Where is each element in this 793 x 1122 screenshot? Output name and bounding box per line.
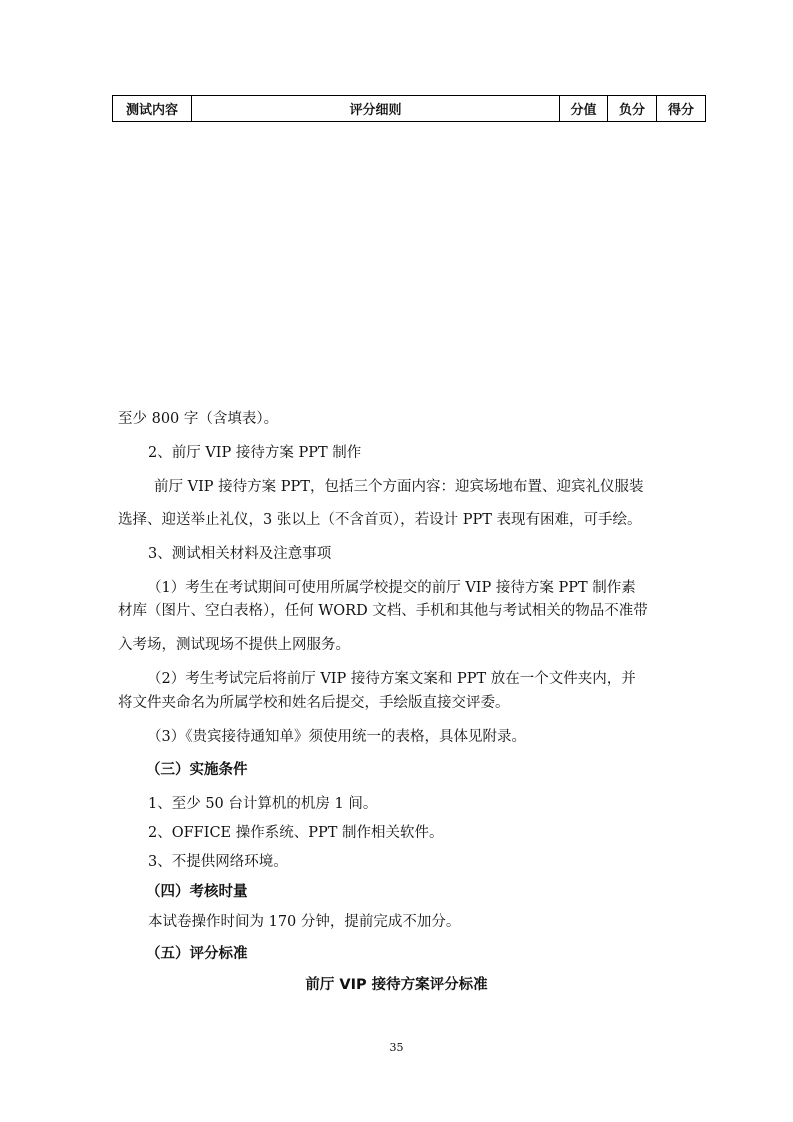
text-line: 3、测试相关材料及注意事项 <box>148 546 332 562</box>
text-line: 入考场，测试现场不提供上网服务。 <box>118 637 350 653</box>
header-score: 得分 <box>657 96 706 122</box>
text-line: 3、不提供网络环境。 <box>148 854 288 870</box>
text-line: （1）考生在考试期间可使用所属学校提交的前厅 VIP 接待方案 PPT 制作素 <box>147 580 636 596</box>
text-line: 前厅 VIP 接待方案 PPT，包括三个方面内容：迎宾场地布置、迎宾礼仪服装 <box>154 479 644 495</box>
table-header-row <box>113 96 706 122</box>
header-deduction: 负分 <box>608 96 657 122</box>
text-line: 选择、迎送举止礼仪，3 张以上（不含首页），若设计 PPT 表现有困难，可手绘。 <box>118 512 642 528</box>
text-line: 2、OFFICE 操作系统、PPT 制作相关软件。 <box>148 825 444 841</box>
text-line: 至少 800 字（含填表）。 <box>118 411 279 427</box>
text-line: 将文件夹命名为所属学校和姓名后提交，手绘版直接交评委。 <box>118 695 510 711</box>
text-line: 本试卷操作时间为 170 分钟，提前完成不加分。 <box>148 914 461 930</box>
scoring-standard-title: 前厅 VIP 接待方案评分标准 <box>305 977 488 993</box>
header-test-content: 测试内容 <box>113 96 192 122</box>
section-heading: （四）考核时量 <box>146 884 248 900</box>
text-line: 1、至少 50 台计算机的机房 1 间。 <box>148 796 378 812</box>
header-points: 分值 <box>560 96 608 122</box>
header-scoring-details: 评分细则 <box>192 96 560 122</box>
text-line: （2）考生考试完后将前厅 VIP 接待方案文案和 PPT 放在一个文件夹内，并 <box>147 671 636 687</box>
section-heading: （三）实施条件 <box>146 762 248 778</box>
text-line: 2、前厅 VIP 接待方案 PPT 制作 <box>148 445 362 461</box>
scoring-header-table <box>112 95 706 122</box>
text-line: 材库（图片、空白表格），任何 WORD 文档、手机和其他与考试相关的物品不准带 <box>118 603 648 619</box>
text-line: （3）《贵宾接待通知单》须使用统一的表格，具体见附录。 <box>147 729 526 745</box>
page-number: 35 <box>389 1041 404 1054</box>
section-heading: （五）评分标准 <box>146 946 248 962</box>
